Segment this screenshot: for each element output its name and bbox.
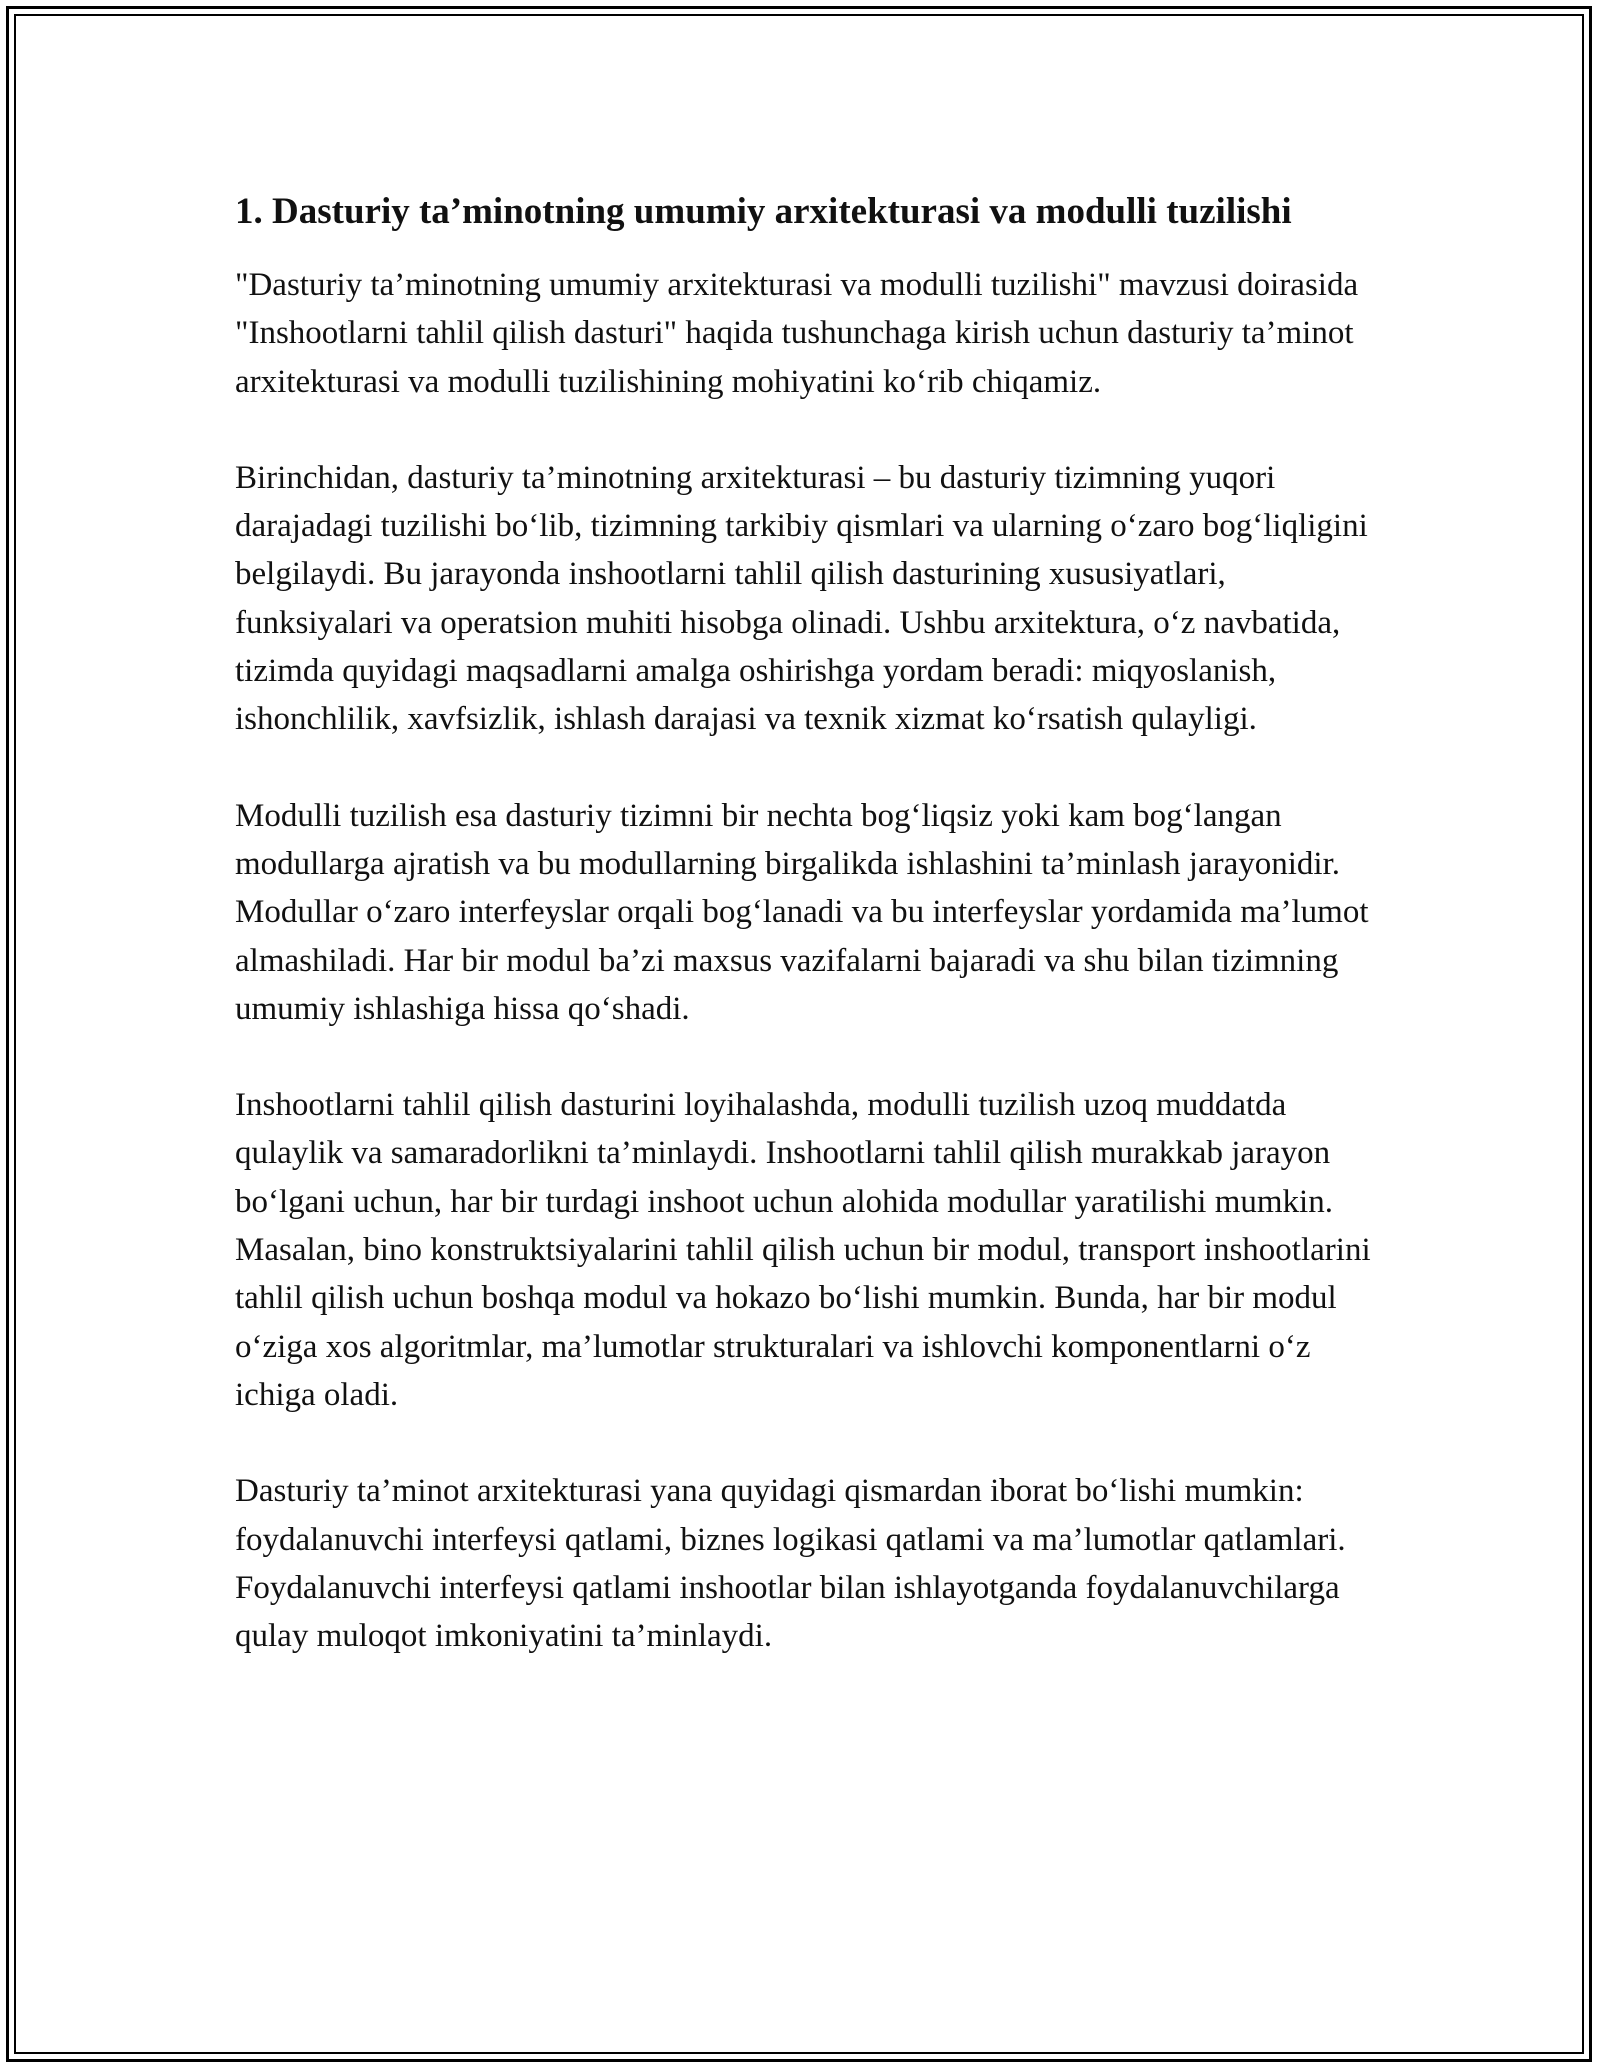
paragraph-3: Modulli tuzilish esa dasturiy tizimni bir nechta bog‘liqsiz yoki kam bog‘langan modullarga ajratish va bu modullarning birgalikda ishlashini ta’minlash jarayonidir. Modullar o‘zaro interfeyslar orqali bog‘lanadi va bu interfeyslar yordamida ma’lumot almashiladi. Har bir modul ba’zi maxsus vazifalarni bajaradi va shu bilan tizimning umumiy ishlashiga hissa qo‘shadi. — [235, 797, 1369, 1027]
document-body — [235, 185, 1380, 1708]
paragraph-2: Birinchidan, dasturiy ta’minotning arxitekturasi – bu dasturiy tizimning yuqori darajadagi tuzilishi bo‘lib, tizimning tarkibiy qismlari va ularning o‘zaro bog‘liqligini belgilaydi. Bu jarayonda inshootlarni tahlil qilish dasturining xususiyatlari, funksiyalari va operatsion muhiti hisobga olinadi. Ushbu arxitektura, o‘z navbatida, tizimda quyidagi maqsadlarni amalga oshirishga yordam beradi: miqyoslanish, ishonchlilik, xavfsizlik, ishlash darajasi va texnik xizmat ko‘rsatish qulayligi. — [235, 459, 1368, 738]
paragraph-4: Inshootlarni tahlil qilish dasturini loyihalashda, modulli tuzilish uzoq muddatda qulaylik va samaradorlikni ta’minlaydi. Inshootlarni tahlil qilish murakkab jarayon bo‘lgani uchun, har bir turdagi inshoot uchun alohida modullar yaratilishi mumkin. Masalan, bino konstruktsiyalarini tahlil qilish uchun bir modul, transport inshootlarini tahlil qilish uchun boshqa modul va hokazo bo‘lishi mumkin. Bunda, har bir modul o‘ziga xos algoritmlar, ma’lumotlar strukturalari va ishlovchi komponentlarni o‘z ichiga oladi. — [235, 1087, 1371, 1413]
section-heading: 1. Dasturiy ta’minotning umumiy arxitekturasi va modulli tuzilishi — [235, 191, 1292, 232]
paragraph-1: "Dasturiy ta’minotning umumiy arxitekturasi va modulli tuzilishi" mavzusi doirasida "Inshootlarni tahlil qilish dasturi" haqida tushunchaga kirish uchun dasturiy ta’minot arxitekturasi va modulli tuzilishining mohiyatini ko‘rib chiqamiz. — [235, 267, 1359, 400]
paragraph-5: Dasturiy ta’minot arxitekturasi yana quyidagi qismardan iborat bo‘lishi mumkin: foydalanuvchi interfeysi qatlami, biznes logikasi qatlami va ma’lumotlar qatlamlari. Foydalanuvchi interfeysi qatlami inshootlar bilan ishlayotganda foydalanuvchilarga qulay muloqot imkoniyatini ta’minlaydi. — [235, 1473, 1346, 1655]
